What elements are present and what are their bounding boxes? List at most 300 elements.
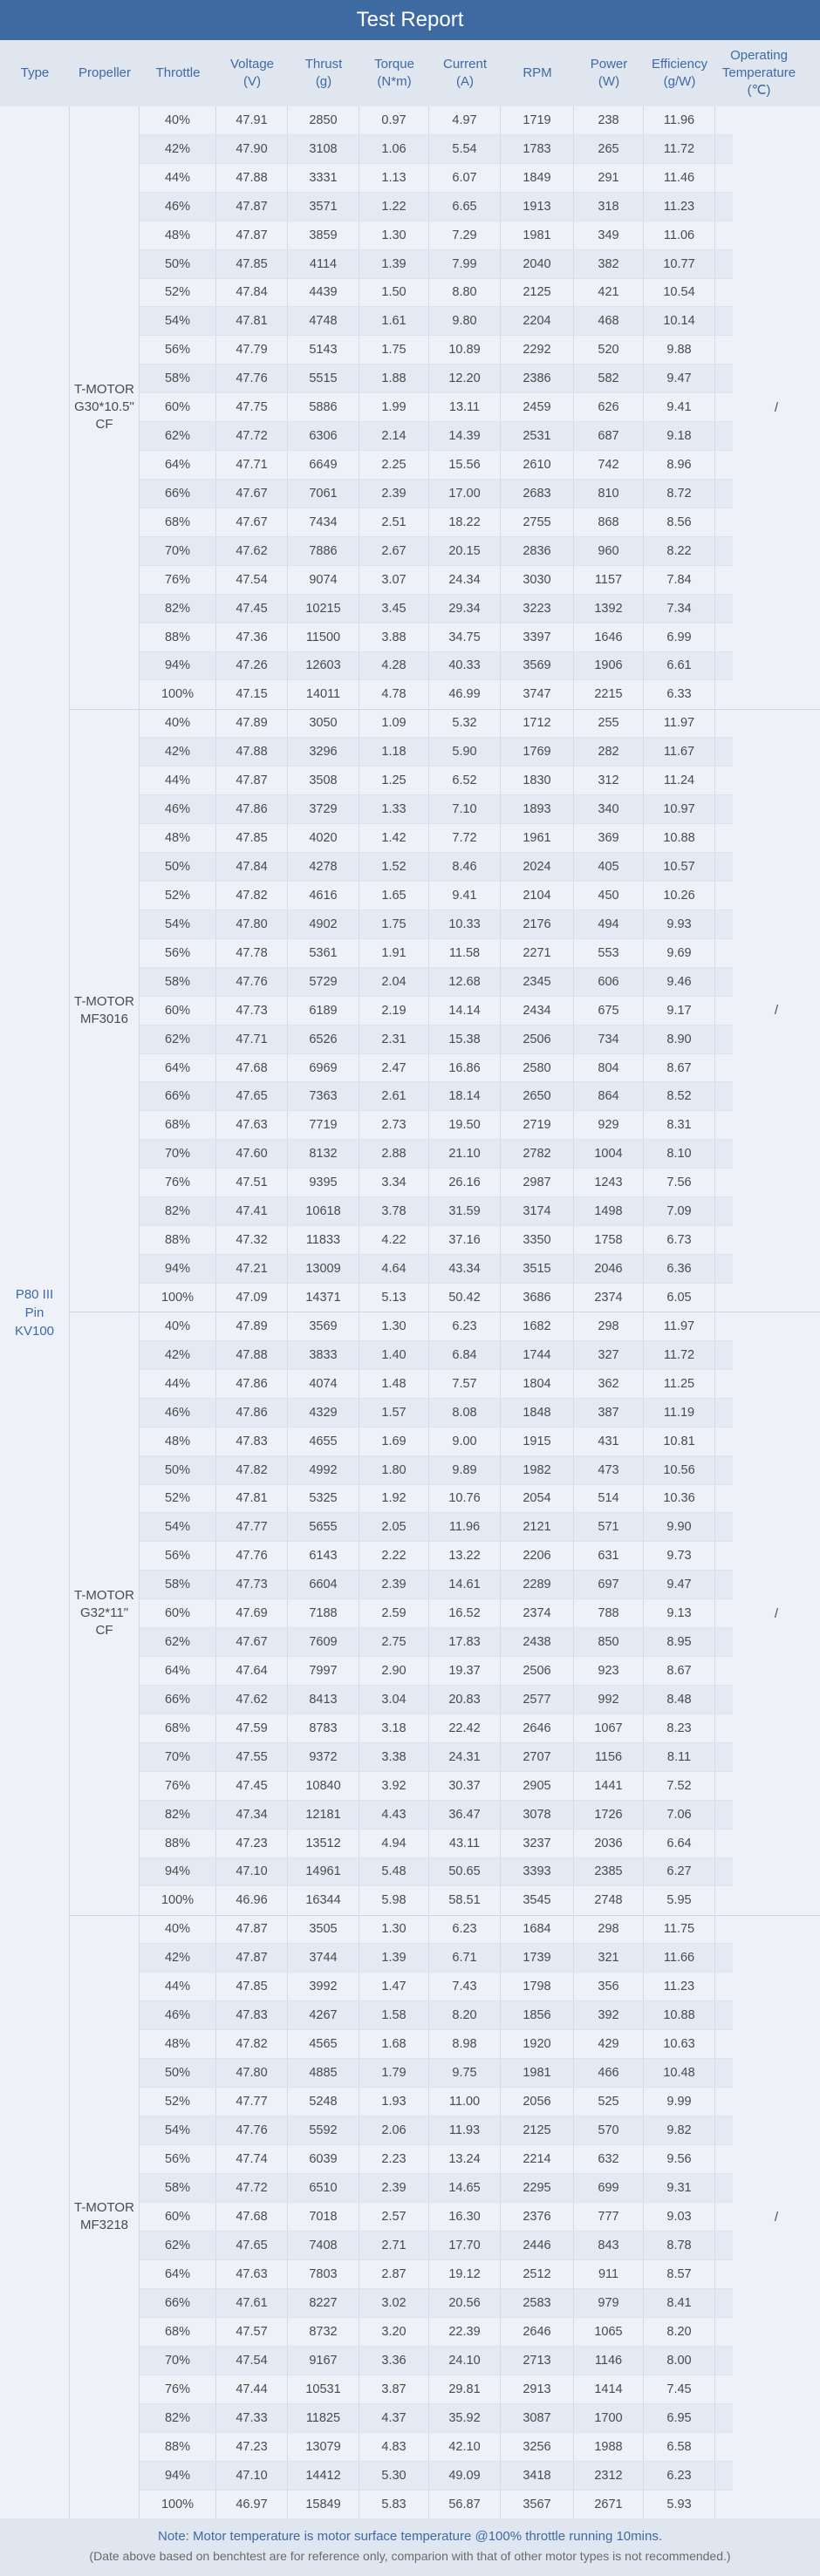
- throttle-cell: 70%: [140, 537, 216, 565]
- rpm-cell: 2295: [501, 2174, 574, 2202]
- torque-cell: 1.91: [359, 939, 429, 967]
- torque-cell: 2.06: [359, 2116, 429, 2144]
- power-cell: 2671: [574, 2491, 644, 2518]
- current-cell: 17.83: [429, 1628, 501, 1656]
- torque-cell: 1.61: [359, 307, 429, 335]
- efficiency-cell: 6.99: [644, 624, 715, 651]
- throttle-cell: 76%: [140, 1772, 216, 1800]
- table-row: [140, 1197, 733, 1226]
- torque-cell: 2.04: [359, 968, 429, 996]
- table-row: [140, 595, 733, 624]
- throttle-cell: 76%: [140, 566, 216, 594]
- voltage-cell: 47.76: [216, 968, 288, 996]
- throttle-cell: 58%: [140, 365, 216, 392]
- rpm-cell: 2913: [501, 2375, 574, 2403]
- power-cell: 405: [574, 853, 644, 881]
- efficiency-cell: 6.73: [644, 1226, 715, 1254]
- voltage-cell: 47.73: [216, 997, 288, 1025]
- power-cell: 349: [574, 221, 644, 249]
- throttle-cell: 56%: [140, 939, 216, 967]
- throttle-cell: 60%: [140, 997, 216, 1025]
- table-row: [140, 1772, 733, 1801]
- thrust-cell: 14371: [288, 1284, 359, 1312]
- table-row: [140, 1886, 733, 1914]
- torque-cell: 1.40: [359, 1341, 429, 1369]
- thrust-cell: 9074: [288, 566, 359, 594]
- throttle-cell: 56%: [140, 336, 216, 364]
- efficiency-cell: 8.11: [644, 1743, 715, 1771]
- table-row: [140, 2174, 733, 2203]
- torque-cell: 1.65: [359, 882, 429, 910]
- torque-cell: 4.83: [359, 2433, 429, 2461]
- throttle-cell: 70%: [140, 2347, 216, 2375]
- torque-cell: 5.30: [359, 2462, 429, 2490]
- thrust-cell: 9372: [288, 1743, 359, 1771]
- efficiency-cell: 9.69: [644, 939, 715, 967]
- table-row: [140, 2404, 733, 2433]
- current-cell: 17.70: [429, 2232, 501, 2259]
- current-cell: 21.10: [429, 1140, 501, 1168]
- thrust-cell: 16344: [288, 1886, 359, 1914]
- table-row: [140, 1628, 733, 1657]
- throttle-cell: 100%: [140, 1284, 216, 1312]
- thrust-cell: 13079: [288, 2433, 359, 2461]
- rpm-cell: 2506: [501, 1657, 574, 1685]
- throttle-cell: 54%: [140, 2116, 216, 2144]
- throttle-cell: 82%: [140, 1197, 216, 1225]
- voltage-cell: 47.57: [216, 2318, 288, 2346]
- voltage-cell: 47.68: [216, 2203, 288, 2231]
- torque-cell: 1.47: [359, 1973, 429, 2000]
- torque-cell: 2.90: [359, 1657, 429, 1685]
- table-header: [0, 40, 820, 106]
- throttle-cell: 52%: [140, 2088, 216, 2116]
- current-cell: 30.37: [429, 1772, 501, 1800]
- power-cell: 687: [574, 422, 644, 450]
- torque-cell: 1.39: [359, 1944, 429, 1972]
- table-row: [140, 1026, 733, 1054]
- table-row: [140, 480, 733, 508]
- current-cell: 24.34: [429, 566, 501, 594]
- table-row: [140, 336, 733, 365]
- table-row: [140, 1801, 733, 1830]
- thrust-cell: 6969: [288, 1054, 359, 1082]
- thrust-cell: 7061: [288, 480, 359, 508]
- propeller-cell: T-MOTOR G32*11" CF: [70, 1312, 140, 1915]
- power-cell: 960: [574, 537, 644, 565]
- thrust-cell: 5729: [288, 968, 359, 996]
- power-cell: 421: [574, 279, 644, 307]
- rpm-cell: 2292: [501, 336, 574, 364]
- rpm-cell: 3569: [501, 652, 574, 680]
- thrust-cell: 4114: [288, 250, 359, 278]
- rpm-cell: 2204: [501, 307, 574, 335]
- throttle-cell: 42%: [140, 1341, 216, 1369]
- rpm-cell: 2459: [501, 393, 574, 421]
- throttle-cell: 82%: [140, 2404, 216, 2432]
- efficiency-cell: 9.93: [644, 910, 715, 938]
- efficiency-cell: 8.56: [644, 508, 715, 536]
- efficiency-cell: 9.56: [644, 2145, 715, 2173]
- voltage-cell: 47.54: [216, 566, 288, 594]
- table-row: [140, 279, 733, 308]
- thrust-cell: 2850: [288, 106, 359, 134]
- throttle-cell: 88%: [140, 2433, 216, 2461]
- torque-cell: 3.45: [359, 595, 429, 623]
- rpm-cell: 3237: [501, 1830, 574, 1857]
- voltage-cell: 47.54: [216, 2347, 288, 2375]
- thrust-cell: 10618: [288, 1197, 359, 1225]
- current-cell: 7.99: [429, 250, 501, 278]
- table-row: [140, 1944, 733, 1973]
- propeller-cell: T-MOTOR G30*10.5" CF: [70, 106, 140, 709]
- temperature-cell: /: [774, 1003, 779, 1019]
- throttle-cell: 46%: [140, 2001, 216, 2029]
- table-row: [140, 710, 733, 739]
- table-row: [140, 1714, 733, 1743]
- rpm-cell: 1961: [501, 824, 574, 852]
- rpm-cell: 2531: [501, 422, 574, 450]
- table-row: [140, 1485, 733, 1514]
- rpm-cell: 2707: [501, 1743, 574, 1771]
- thrust-cell: 10840: [288, 1772, 359, 1800]
- header-temperature: Operating Temperature (℃): [721, 48, 796, 98]
- rpm-cell: 2054: [501, 1485, 574, 1513]
- torque-cell: 2.19: [359, 997, 429, 1025]
- voltage-cell: 47.85: [216, 824, 288, 852]
- table-row: [140, 393, 733, 422]
- data-rows: [140, 106, 733, 709]
- current-cell: 6.23: [429, 1312, 501, 1340]
- torque-cell: 1.25: [359, 767, 429, 794]
- torque-cell: 2.22: [359, 1542, 429, 1570]
- table-row: [140, 624, 733, 652]
- power-cell: 1906: [574, 652, 644, 680]
- efficiency-cell: 11.23: [644, 193, 715, 221]
- efficiency-cell: 8.00: [644, 2347, 715, 2375]
- thrust-cell: 14412: [288, 2462, 359, 2490]
- table-row: [140, 853, 733, 882]
- voltage-cell: 47.75: [216, 393, 288, 421]
- voltage-cell: 47.59: [216, 1714, 288, 1742]
- throttle-cell: 40%: [140, 1312, 216, 1340]
- current-cell: 19.37: [429, 1657, 501, 1685]
- current-cell: 8.98: [429, 2030, 501, 2058]
- thrust-cell: 5143: [288, 336, 359, 364]
- efficiency-cell: 6.95: [644, 2404, 715, 2432]
- power-cell: 2385: [574, 1858, 644, 1886]
- table-row: [140, 1513, 733, 1542]
- voltage-cell: 47.45: [216, 1772, 288, 1800]
- torque-cell: 2.88: [359, 1140, 429, 1168]
- throttle-cell: 64%: [140, 1054, 216, 1082]
- power-cell: 392: [574, 2001, 644, 2029]
- table-row: [140, 365, 733, 393]
- power-cell: 697: [574, 1571, 644, 1598]
- data-rows: [140, 1312, 733, 1915]
- table-row: [140, 2375, 733, 2404]
- table-row: [140, 1140, 733, 1169]
- throttle-cell: 48%: [140, 1428, 216, 1455]
- power-cell: 553: [574, 939, 644, 967]
- thrust-cell: 7803: [288, 2260, 359, 2288]
- propeller-group: [70, 1312, 820, 1916]
- power-cell: 382: [574, 250, 644, 278]
- current-cell: 17.00: [429, 480, 501, 508]
- throttle-cell: 44%: [140, 1370, 216, 1398]
- torque-cell: 1.58: [359, 2001, 429, 2029]
- torque-cell: 4.78: [359, 680, 429, 708]
- rpm-cell: 2646: [501, 1714, 574, 1742]
- table-row: [140, 250, 733, 279]
- header-voltage: Voltage (V): [229, 57, 275, 89]
- table-row: [140, 1284, 733, 1312]
- efficiency-cell: 8.95: [644, 1628, 715, 1656]
- rpm-cell: 2512: [501, 2260, 574, 2288]
- throttle-cell: 66%: [140, 2289, 216, 2317]
- throttle-cell: 82%: [140, 1801, 216, 1829]
- current-cell: 18.22: [429, 508, 501, 536]
- power-cell: 2748: [574, 1886, 644, 1914]
- temperature-note: Note: Motor temperature is motor surface temperature @100% throttle running 10mins.: [158, 2529, 662, 2544]
- voltage-cell: 47.65: [216, 1082, 288, 1110]
- throttle-cell: 46%: [140, 1399, 216, 1427]
- throttle-cell: 52%: [140, 1485, 216, 1513]
- thrust-cell: 6143: [288, 1542, 359, 1570]
- efficiency-cell: 7.56: [644, 1169, 715, 1196]
- torque-cell: 2.14: [359, 422, 429, 450]
- power-cell: 1758: [574, 1226, 644, 1254]
- current-cell: 31.59: [429, 1197, 501, 1225]
- throttle-cell: 100%: [140, 1886, 216, 1914]
- voltage-cell: 47.69: [216, 1599, 288, 1627]
- power-cell: 699: [574, 2174, 644, 2202]
- voltage-cell: 47.62: [216, 537, 288, 565]
- throttle-cell: 56%: [140, 2145, 216, 2173]
- power-cell: 265: [574, 135, 644, 163]
- power-cell: 606: [574, 968, 644, 996]
- thrust-cell: 7363: [288, 1082, 359, 1110]
- efficiency-cell: 10.97: [644, 795, 715, 823]
- voltage-cell: 47.67: [216, 1628, 288, 1656]
- thrust-cell: 5592: [288, 2116, 359, 2144]
- table-row: [140, 221, 733, 250]
- table-row: [140, 1686, 733, 1714]
- throttle-cell: 76%: [140, 2375, 216, 2403]
- current-cell: 29.34: [429, 595, 501, 623]
- voltage-cell: 47.85: [216, 1973, 288, 2000]
- rpm-cell: 2987: [501, 1169, 574, 1196]
- power-cell: 632: [574, 2145, 644, 2173]
- voltage-cell: 47.79: [216, 336, 288, 364]
- table-row: [140, 1571, 733, 1599]
- efficiency-cell: 10.54: [644, 279, 715, 307]
- torque-cell: 3.78: [359, 1197, 429, 1225]
- header-efficiency: Efficiency (g/W): [652, 57, 707, 89]
- rpm-cell: 1913: [501, 193, 574, 221]
- throttle-cell: 62%: [140, 1628, 216, 1656]
- rpm-cell: 2683: [501, 480, 574, 508]
- power-cell: 2312: [574, 2462, 644, 2490]
- torque-cell: 2.39: [359, 480, 429, 508]
- throttle-cell: 94%: [140, 1858, 216, 1886]
- current-cell: 6.84: [429, 1341, 501, 1369]
- voltage-cell: 47.76: [216, 365, 288, 392]
- thrust-cell: 4992: [288, 1456, 359, 1484]
- efficiency-cell: 10.36: [644, 1485, 715, 1513]
- power-cell: 291: [574, 164, 644, 192]
- table-row: [140, 1082, 733, 1111]
- power-cell: 570: [574, 2116, 644, 2144]
- voltage-cell: 47.10: [216, 1858, 288, 1886]
- torque-cell: 0.97: [359, 106, 429, 134]
- efficiency-cell: 8.90: [644, 1026, 715, 1053]
- header-type: Type: [20, 65, 50, 80]
- rpm-cell: 1783: [501, 135, 574, 163]
- current-cell: 12.20: [429, 365, 501, 392]
- throttle-cell: 58%: [140, 1571, 216, 1598]
- voltage-cell: 47.82: [216, 882, 288, 910]
- efficiency-cell: 8.22: [644, 537, 715, 565]
- footer: [0, 2518, 820, 2576]
- thrust-cell: 5361: [288, 939, 359, 967]
- throttle-cell: 62%: [140, 2232, 216, 2259]
- table-row: [140, 2347, 733, 2375]
- thrust-cell: 4616: [288, 882, 359, 910]
- voltage-cell: 46.96: [216, 1886, 288, 1914]
- power-cell: 362: [574, 1370, 644, 1398]
- torque-cell: 3.18: [359, 1714, 429, 1742]
- power-cell: 318: [574, 193, 644, 221]
- thrust-cell: 7886: [288, 537, 359, 565]
- voltage-cell: 47.71: [216, 451, 288, 479]
- thrust-cell: 7434: [288, 508, 359, 536]
- throttle-cell: 62%: [140, 422, 216, 450]
- current-cell: 20.83: [429, 1686, 501, 1714]
- table-row: [140, 1456, 733, 1485]
- voltage-cell: 47.88: [216, 738, 288, 766]
- thrust-cell: 6189: [288, 997, 359, 1025]
- power-cell: 387: [574, 1399, 644, 1427]
- efficiency-cell: 10.88: [644, 2001, 715, 2029]
- rpm-cell: 3567: [501, 2491, 574, 2518]
- table-row: [140, 422, 733, 451]
- table-row: [140, 652, 733, 681]
- voltage-cell: 47.74: [216, 2145, 288, 2173]
- rpm-cell: 2438: [501, 1628, 574, 1656]
- torque-cell: 2.39: [359, 2174, 429, 2202]
- throttle-cell: 48%: [140, 221, 216, 249]
- current-cell: 7.72: [429, 824, 501, 852]
- efficiency-cell: 9.82: [644, 2116, 715, 2144]
- torque-cell: 3.07: [359, 566, 429, 594]
- rpm-cell: 2434: [501, 997, 574, 1025]
- throttle-cell: 56%: [140, 1542, 216, 1570]
- current-cell: 6.71: [429, 1944, 501, 1972]
- current-cell: 50.65: [429, 1858, 501, 1886]
- report-title: Test Report: [0, 0, 820, 40]
- voltage-cell: 47.51: [216, 1169, 288, 1196]
- rpm-cell: 1712: [501, 710, 574, 738]
- current-cell: 6.07: [429, 164, 501, 192]
- efficiency-cell: 8.20: [644, 2318, 715, 2346]
- efficiency-cell: 9.46: [644, 968, 715, 996]
- rpm-cell: 2905: [501, 1772, 574, 1800]
- rpm-cell: 3747: [501, 680, 574, 708]
- throttle-cell: 88%: [140, 1226, 216, 1254]
- voltage-cell: 47.84: [216, 853, 288, 881]
- header-torque: Torque (N*m): [374, 57, 414, 89]
- torque-cell: 1.80: [359, 1456, 429, 1484]
- thrust-cell: 4655: [288, 1428, 359, 1455]
- throttle-cell: 40%: [140, 710, 216, 738]
- current-cell: 15.56: [429, 451, 501, 479]
- throttle-cell: 54%: [140, 1513, 216, 1541]
- efficiency-cell: 9.41: [644, 393, 715, 421]
- current-cell: 56.87: [429, 2491, 501, 2518]
- current-cell: 6.23: [429, 1916, 501, 1944]
- thrust-cell: 15849: [288, 2491, 359, 2518]
- efficiency-cell: 6.64: [644, 1830, 715, 1857]
- table-row: [140, 2059, 733, 2088]
- power-cell: 340: [574, 795, 644, 823]
- thrust-cell: 3729: [288, 795, 359, 823]
- thrust-cell: 4565: [288, 2030, 359, 2058]
- throttle-cell: 58%: [140, 968, 216, 996]
- rpm-cell: 2782: [501, 1140, 574, 1168]
- rpm-cell: 2386: [501, 365, 574, 392]
- thrust-cell: 3331: [288, 164, 359, 192]
- rpm-cell: 1981: [501, 221, 574, 249]
- power-cell: 255: [574, 710, 644, 738]
- table-row: [140, 1830, 733, 1858]
- efficiency-cell: 5.93: [644, 2491, 715, 2518]
- current-cell: 8.08: [429, 1399, 501, 1427]
- rpm-cell: 2446: [501, 2232, 574, 2259]
- current-cell: 16.86: [429, 1054, 501, 1082]
- table-row: [140, 2145, 733, 2174]
- table-row: [140, 680, 733, 708]
- power-cell: 429: [574, 2030, 644, 2058]
- torque-cell: 1.57: [359, 1399, 429, 1427]
- propeller-group: [70, 1916, 820, 2519]
- torque-cell: 3.20: [359, 2318, 429, 2346]
- power-cell: 466: [574, 2059, 644, 2087]
- torque-cell: 2.05: [359, 1513, 429, 1541]
- voltage-cell: 47.87: [216, 221, 288, 249]
- voltage-cell: 47.60: [216, 1140, 288, 1168]
- voltage-cell: 47.44: [216, 2375, 288, 2403]
- rpm-cell: 2580: [501, 1054, 574, 1082]
- throttle-cell: 50%: [140, 2059, 216, 2087]
- voltage-cell: 47.83: [216, 2001, 288, 2029]
- current-cell: 19.50: [429, 1111, 501, 1139]
- rpm-cell: 2755: [501, 508, 574, 536]
- power-cell: 1988: [574, 2433, 644, 2461]
- throttle-cell: 52%: [140, 882, 216, 910]
- current-cell: 42.10: [429, 2433, 501, 2461]
- efficiency-cell: 10.88: [644, 824, 715, 852]
- voltage-cell: 47.36: [216, 624, 288, 651]
- rpm-cell: 2104: [501, 882, 574, 910]
- torque-cell: 3.34: [359, 1169, 429, 1196]
- rpm-cell: 3174: [501, 1197, 574, 1225]
- thrust-cell: 12181: [288, 1801, 359, 1829]
- rpm-cell: 3545: [501, 1886, 574, 1914]
- thrust-cell: 14961: [288, 1858, 359, 1886]
- current-cell: 9.89: [429, 1456, 501, 1484]
- table-row: [140, 537, 733, 566]
